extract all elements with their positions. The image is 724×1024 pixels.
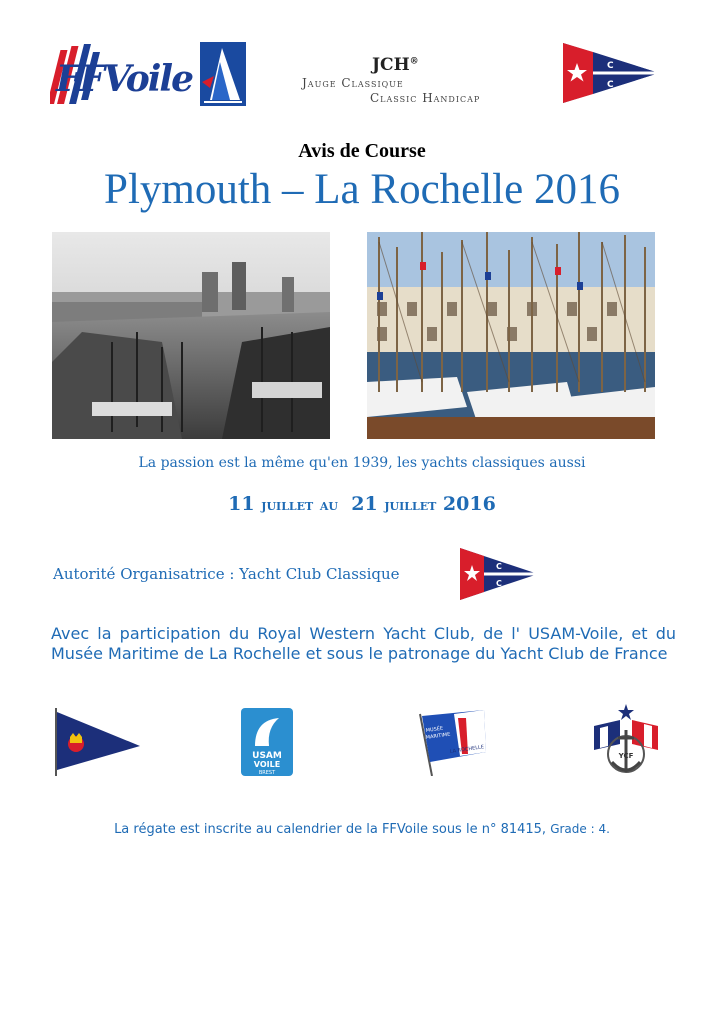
- burgee-letter-bottom: C: [496, 579, 502, 588]
- jch-logo-title: [372, 55, 419, 75]
- sailing-federation-logo: [200, 42, 246, 106]
- end-day: 21: [351, 493, 378, 515]
- organising-authority: Autorité Organisatrice : Yacht Club Classique: [53, 565, 400, 583]
- burgee-flag-icon: [460, 548, 540, 600]
- royal-western-yacht-club-flag: [52, 708, 144, 776]
- musee-maritime-flag: [414, 708, 488, 776]
- yacht-club-de-france-emblem: [590, 700, 662, 778]
- musee-line3: LA ROCHELLE: [449, 744, 485, 755]
- burgee-letter-bottom: C: [607, 80, 614, 90]
- document-kicker: Avis de Course: [298, 140, 426, 162]
- burgee-letter-top: C: [496, 562, 502, 571]
- usam-line3: BREST: [258, 770, 276, 776]
- usam-line1: USAM: [252, 751, 282, 761]
- jch-line1: Jauge Classique: [302, 76, 404, 90]
- page-title: Plymouth – La Rochelle 2016: [104, 166, 620, 213]
- historic-harbour-photo: [52, 232, 330, 439]
- sail-emblem-icon: [200, 42, 246, 106]
- usam-emblem-icon: [241, 708, 293, 776]
- organiser-burgee: [460, 548, 540, 600]
- musee-line2: MARITIME: [425, 731, 451, 741]
- yacht-club-classique-burgee: [563, 43, 663, 103]
- burgee-flag-icon: [563, 43, 663, 103]
- regatta-grade: Grade : 4.: [550, 822, 610, 836]
- jch-title-text: JCH: [372, 55, 410, 75]
- musee-flag-icon: [414, 708, 488, 776]
- ycf-text: YCF: [618, 752, 634, 760]
- end-month: juillet: [384, 495, 437, 514]
- participation-paragraph: Avec la participation du Royal Western Yacht Club, de l' USAM-Voile, et du Musée Maritime de La Rochelle et sous le patronage du Yacht Club de France: [51, 624, 676, 663]
- classic-yachts-harbour-photo: [367, 232, 655, 439]
- harbour-bw-image: [52, 232, 330, 439]
- jch-line2: Classic Handicap: [370, 91, 481, 105]
- royal-burgee-icon: [52, 708, 144, 776]
- jch-registered-mark: ®: [409, 56, 419, 67]
- ycf-anchor-emblem-icon: [590, 700, 662, 778]
- event-dates: [0, 493, 724, 515]
- registration-text: La régate est inscrite au calendrier de la FFVoile sous le n° 81415,: [114, 822, 547, 837]
- start-month: juillet: [261, 495, 314, 514]
- registration-notice: [0, 822, 724, 837]
- date-connector: au: [319, 495, 338, 514]
- usam-voile-logo: [241, 708, 293, 776]
- usam-line2: VOILE: [253, 760, 281, 769]
- photo-caption: La passion est la même qu'en 1939, les yachts classiques aussi: [138, 455, 586, 471]
- harbour-color-image: [367, 232, 655, 439]
- burgee-letter-top: C: [607, 61, 614, 71]
- musee-line1: MUSÉE: [425, 725, 444, 734]
- start-day: 11: [228, 493, 255, 515]
- ffvoile-wordmark: FFVoile: [56, 58, 193, 100]
- event-year: 2016: [442, 493, 496, 515]
